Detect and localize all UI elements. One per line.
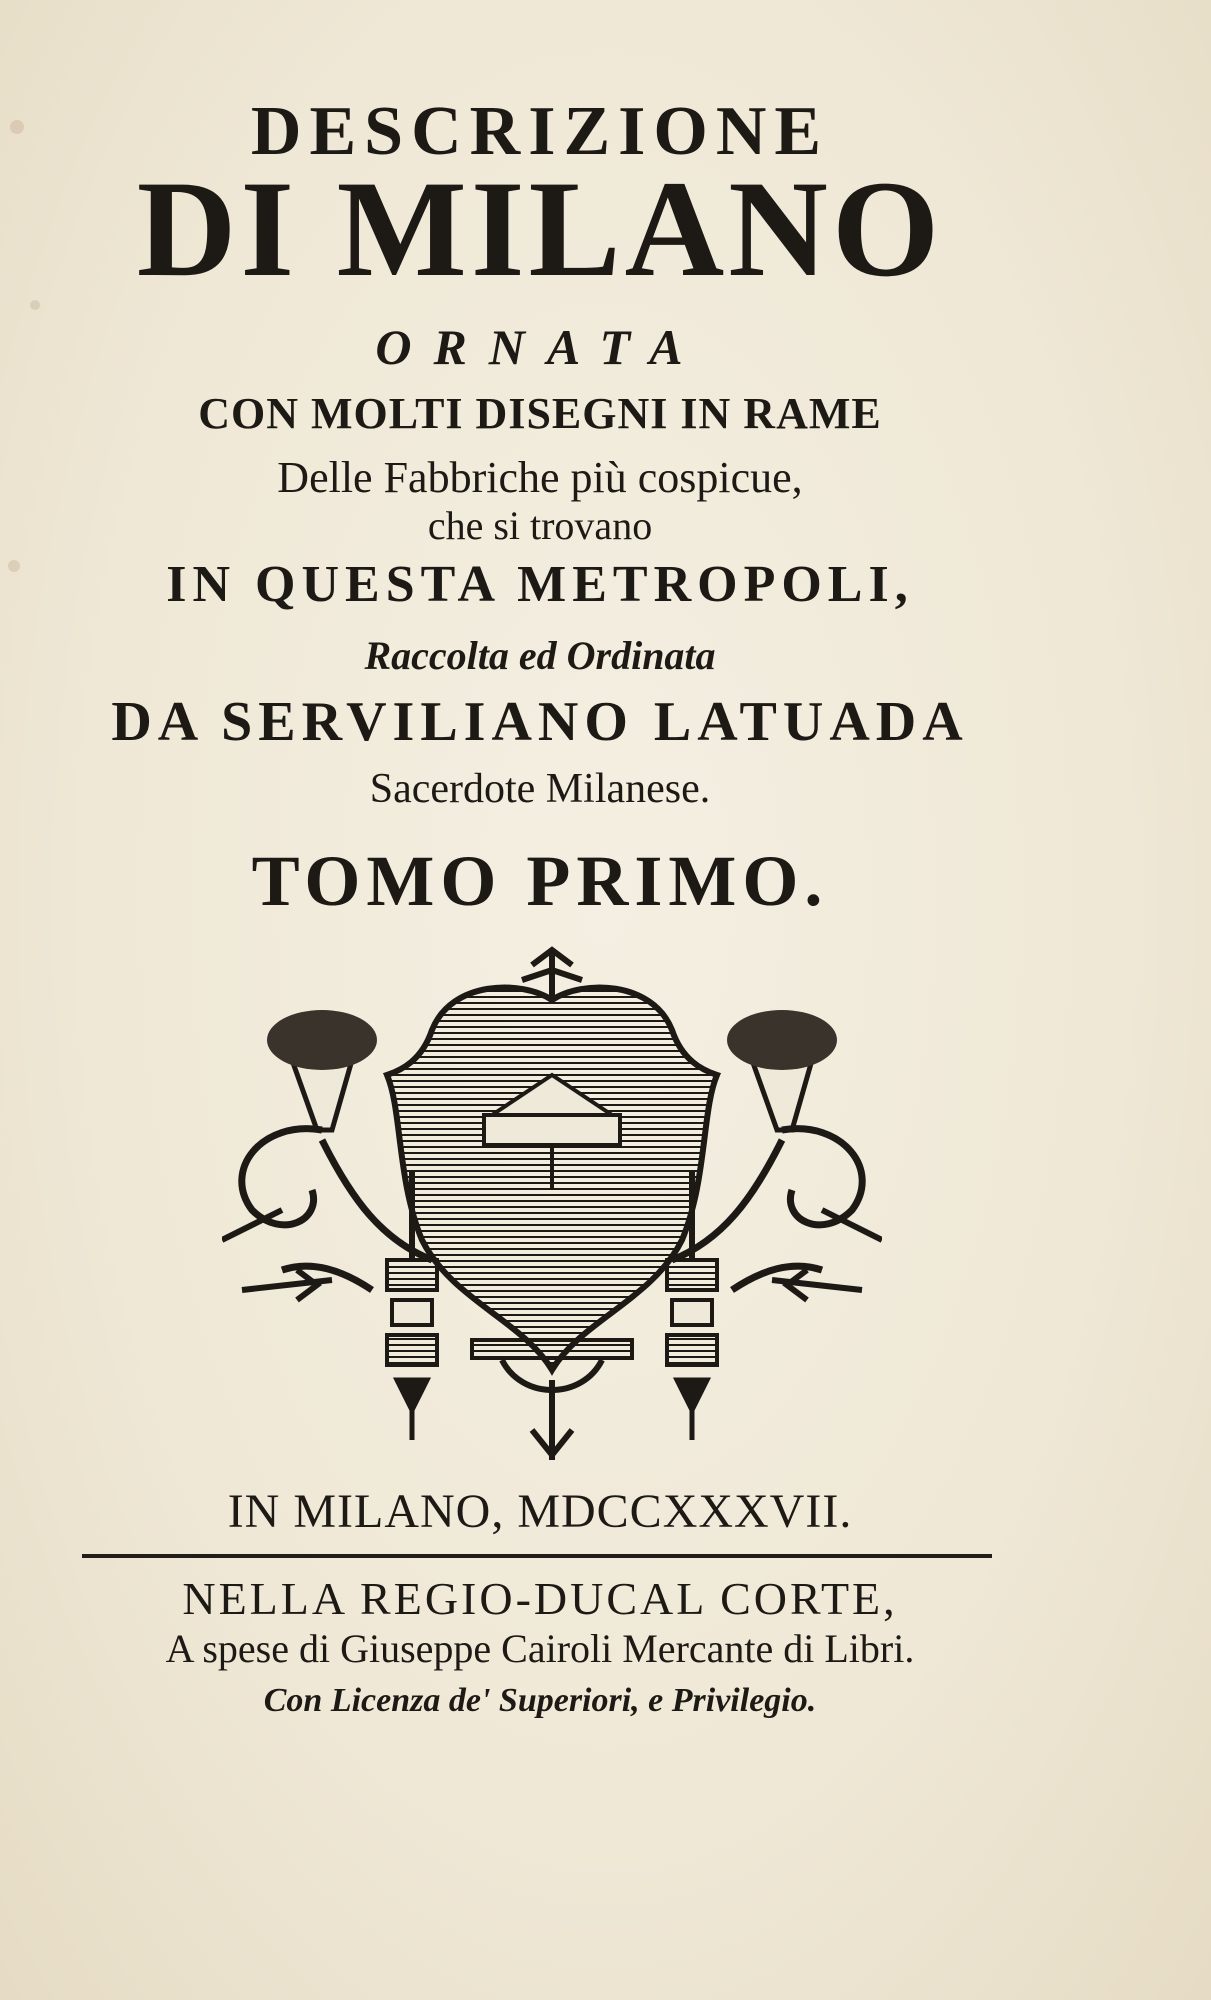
title-ornata: ORNATA — [375, 319, 705, 375]
imprint-publisher: A spese di Giuseppe Cairoli Mercante di Libri. — [165, 1626, 915, 1671]
subtitle-metropoli: IN QUESTA METROPOLI, — [166, 556, 914, 613]
subtitle-disegni: CON MOLTI DISEGNI IN RAME — [198, 389, 882, 438]
foxing-stain — [30, 300, 40, 310]
imprint-licenza: Con Licenza de' Superiori, e Privilegio. — [263, 1682, 817, 1719]
title-di-milano: DI MILANO — [136, 152, 944, 305]
subtitle-fabbriche: Delle Fabbriche più cospicue, — [277, 453, 803, 502]
horizontal-rule — [82, 1554, 992, 1558]
coat-of-arms-ornament-icon — [222, 940, 882, 1470]
imprint-corte: NELLA REGIO-DUCAL CORTE, — [182, 1573, 898, 1624]
author-name: DA SERVILIANO LATUADA — [111, 691, 969, 753]
subtitle-trovano: che si trovano — [427, 503, 653, 548]
imprint-place-date: IN MILANO, MDCCXXXVII. — [227, 1485, 853, 1538]
title-descrizione: DESCRIZIONE — [250, 93, 830, 170]
subtitle-raccolta: Raccolta ed Ordinata — [364, 633, 716, 678]
volume-label: TOMO PRIMO. — [251, 841, 829, 921]
author-role: Sacerdote Milanese. — [369, 766, 711, 812]
